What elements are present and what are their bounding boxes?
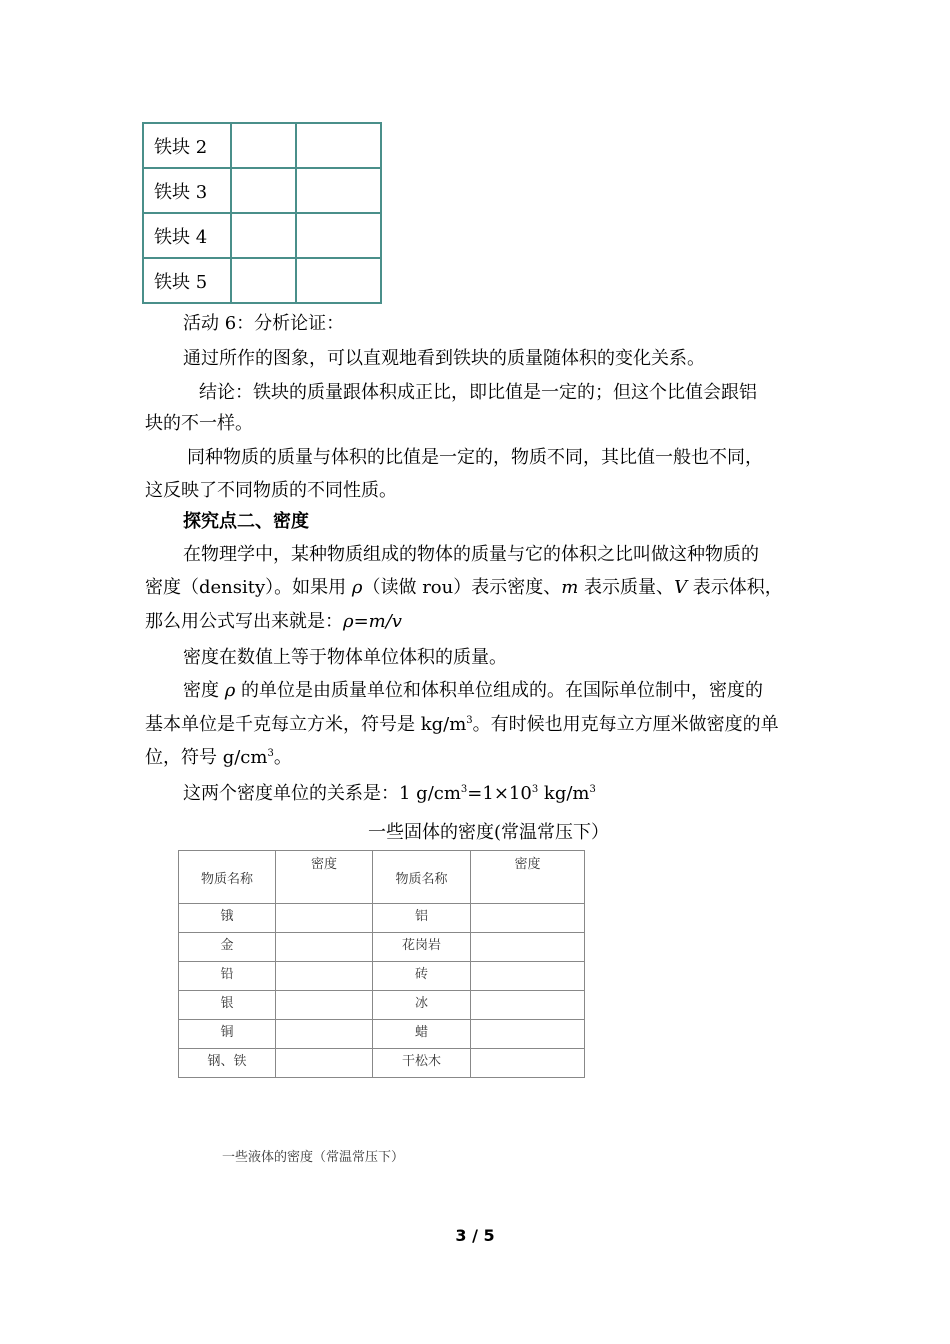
liquid-table-caption: 一些液体的密度（常温常压下） [222,1150,405,1165]
table-cell [296,168,381,213]
rho-symbol: ρ [224,680,236,701]
text-span: kg/m [538,783,590,804]
table-cell [231,123,296,168]
superscript: 3 [589,784,596,795]
header-density-1: 密度 [276,851,373,904]
density-cell [276,1020,373,1049]
density-cell [276,1049,373,1078]
density-cell [471,904,585,933]
text-span: 表示质量、 [578,577,675,598]
density-cell [471,991,585,1020]
unit-line-2 [145,713,779,737]
text-span: 密度 [183,680,225,701]
density-cell [276,991,373,1020]
paragraph: 密度在数值上等于物体单位体积的质量。 [183,647,507,668]
page-number: 3 / 5 [455,1226,495,1245]
table-row [179,962,585,991]
mass-symbol: m [561,577,579,598]
text-span: 那么用公式写出来就是： [145,611,343,632]
density-def-line-1: 在物理学中，某种物质组成的物体的质量与它的体积之比叫做这种物质的 [183,544,759,565]
table-cell-label: 铁块 5 [143,258,231,303]
table-row [179,904,585,933]
superscript: 3 [466,715,473,726]
density-cell [276,933,373,962]
text-span: （读做 rou）表示密度、 [362,577,562,598]
substance-name: 花岗岩 [373,933,471,962]
table-row [143,123,381,168]
substance-name: 铝 [373,904,471,933]
table-cell-label: 铁块 3 [143,168,231,213]
table-header-row [179,851,585,904]
text-span: 的单位是由质量单位和体积单位组成的。在国际单位制中，密度的 [235,680,764,701]
iron-block-table [142,122,382,304]
substance-name: 锇 [179,904,276,933]
density-cell [471,933,585,962]
text-span: 密度（density）。如果用 [145,577,352,598]
table-cell [296,213,381,258]
table-cell [296,123,381,168]
superscript: 3 [267,748,274,759]
density-cell [471,962,585,991]
density-cell [471,1049,585,1078]
substance-name: 蜡 [373,1020,471,1049]
substance-name: 铅 [179,962,276,991]
paragraph-line-1: 同种物质的质量与体积的比值是一定的，物质不同，其比值一般也不同， [187,447,763,468]
section-heading: 探究点二、密度 [183,511,309,532]
substance-name: 钢、铁 [179,1049,276,1078]
paragraph: 通过所作的图象，可以直观地看到铁块的质量随体积的变化关系。 [183,348,705,369]
volume-symbol: V [674,577,688,598]
header-name-2: 物质名称 [373,851,471,904]
table-row [179,1049,585,1078]
text-span: 。有时候也用克每立方厘米做密度的单 [472,714,779,735]
density-cell [276,904,373,933]
table-row [143,213,381,258]
conclusion-line-1: 结论：铁块的质量跟体积成正比，即比值是一定的；但这个比值会跟铝 [199,382,757,403]
unit-relation [183,782,596,806]
solid-density-table [178,850,585,1078]
unit-line-3 [145,746,292,770]
table-cell [231,168,296,213]
header-density-2: 密度 [471,851,585,904]
text-span: 这两个密度单位的关系是：1 g/cm [183,783,461,804]
table-cell [231,213,296,258]
substance-name: 干松木 [373,1049,471,1078]
text-span: 基本单位是千克每立方米，符号是 kg/m [145,714,467,735]
header-name-1: 物质名称 [179,851,276,904]
rho-symbol: ρ [351,577,363,598]
table-cell [296,258,381,303]
text-span: 表示体积， [687,577,783,598]
table-row [143,168,381,213]
paragraph-line-2: 这反映了不同物质的不同性质。 [145,480,397,501]
substance-name: 砖 [373,962,471,991]
density-formula: ρ=m/v [343,611,402,632]
substance-name: 金 [179,933,276,962]
solid-table-caption: 一些固体的密度(常温常压下） [368,822,610,843]
table-row [179,933,585,962]
table-row [143,258,381,303]
density-def-line-3 [145,610,402,634]
unit-line-1 [183,679,763,703]
substance-name: 铜 [179,1020,276,1049]
table-cell [231,258,296,303]
density-def-line-2 [145,576,783,600]
superscript: 3 [460,784,468,795]
substance-name: 冰 [373,991,471,1020]
density-cell [471,1020,585,1049]
superscript: 3 [531,784,539,795]
table-cell-label: 铁块 4 [143,213,231,258]
activity-6-heading: 活动 6：分析论证： [183,313,345,334]
table-row [179,991,585,1020]
substance-name: 银 [179,991,276,1020]
density-cell [276,962,373,991]
table-cell-label: 铁块 2 [143,123,231,168]
conclusion-line-2: 块的不一样。 [145,413,253,434]
table-row [179,1020,585,1049]
text-span: =1×10 [467,783,532,804]
text-span: 位，符号 g/cm [145,747,268,768]
text-span: 。 [273,747,292,768]
